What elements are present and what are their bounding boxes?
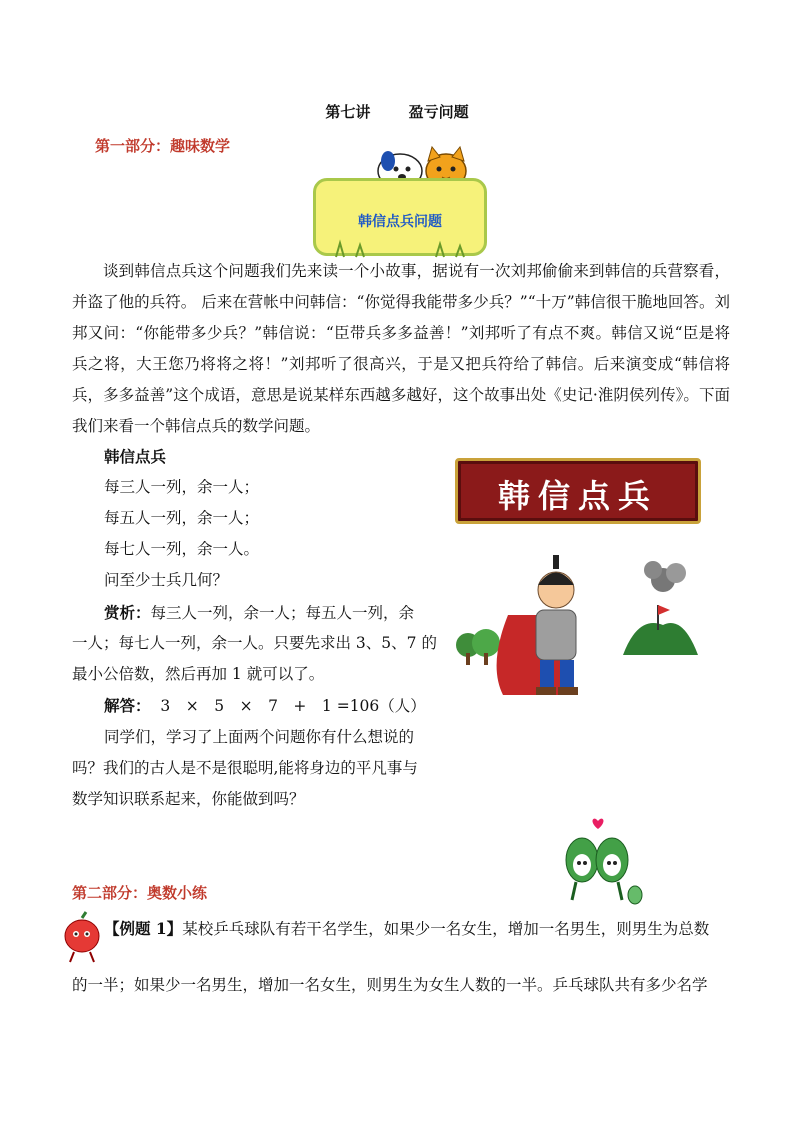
analysis-line: 一人；每七人一列，余一人。只要先求出 3、5、7 的 <box>72 634 437 652</box>
example-line-2: 的一半；如果少一名男生，增加一名女生，则男生为女生人数的一半。乒乓球队共有多少名学 <box>72 976 708 994</box>
section-heading-fun-math: 第一部分：趣味数学 <box>95 137 231 155</box>
han-xin-sign <box>455 458 701 524</box>
apple-mascot-icon <box>58 910 106 965</box>
section-heading-olympiad: 第二部分：奥数小练 <box>72 884 208 902</box>
watermelon-mascot-icon <box>560 815 650 910</box>
analysis-label: 赏析： <box>104 603 151 622</box>
banner-title: 韩信点兵问题 <box>358 214 442 230</box>
han-xin-illustration-icon <box>448 545 710 705</box>
problem-line: 每五人一列，余一人； <box>104 509 260 527</box>
page-title: 第七讲 盈亏问题 <box>325 103 469 121</box>
analysis-line-1 <box>104 597 414 629</box>
reflect-line: 吗？我们的古人是不是很聪明,能将身边的平凡事与 <box>72 759 418 777</box>
analysis-line: 最小公倍数，然后再加 1 就可以了。 <box>72 665 325 683</box>
analysis-text: 每三人一列，余一人；每五人一列，余 <box>150 604 415 622</box>
problem-line: 每三人一列，余一人； <box>104 478 260 496</box>
problem-line: 问至少士兵几何？ <box>104 571 229 589</box>
intro-paragraph: 谈到韩信点兵这个问题我们先来读一个小故事，据说有一次刘邦偷偷来到韩信的兵营察看，并盗了他的兵符。 后来在营帐中问韩信：“你觉得我能带多少兵？”“十万”韩信很干脆地回答。刘邦又问：“你能带多少兵？”韩信说：“臣带兵多多益善！”刘邦听了有点不爽。韩信又说“臣是将兵之将，大王您乃将将之将！”刘邦听了很高兴，于是又把兵符给了韩信。后来演变成“韩信将兵，多多益善”这个成语，意思是说某样东西越多越好，这个故事出处《史记·淮阴侯列传》。下面我们来看一个韩信点兵的数学问题。 <box>72 262 730 435</box>
reflect-line: 数学知识联系起来，你能做到吗？ <box>72 790 305 808</box>
banner-box <box>313 178 487 256</box>
problem-line: 每七人一列，余一人。 <box>104 540 260 558</box>
problem-heading: 韩信点兵 <box>104 447 167 466</box>
answer-line <box>104 690 426 722</box>
sign-text: 韩信点兵 <box>497 477 658 515</box>
example-line-1 <box>104 913 709 945</box>
reflect-line: 同学们，学习了上面两个问题你有什么想说的 <box>104 728 415 746</box>
example-text: 某校乒乓球队有若干名学生，如果少一名女生，增加一名男生，则男生为总数 <box>182 920 710 938</box>
example-label: 【例题 1】 <box>104 919 183 938</box>
answer-text: 3 × 5 × 7 + 1 =106（人） <box>160 697 426 715</box>
answer-label: 解答： <box>104 696 151 715</box>
